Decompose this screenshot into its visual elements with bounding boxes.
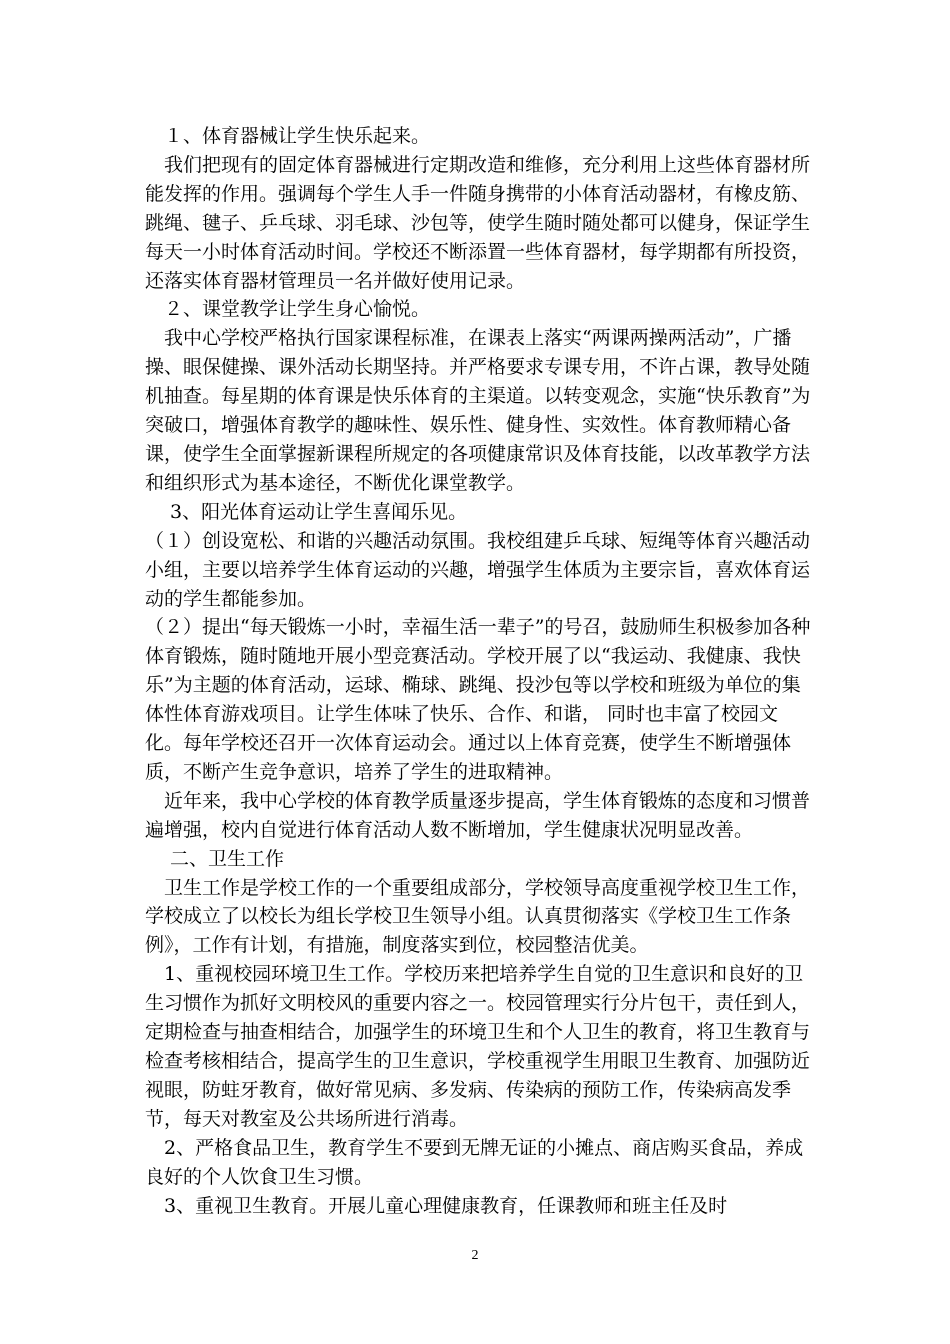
paragraph-sunshine-item-1: （１）创设宽松、和谐的兴趣活动氛围。我校组建乒乓球、短绳等体育兴趣活动小组，主要以培养学生体育运动的兴趣，增强学生体质为主要宗旨，喜欢体育运动的学生都能参加。: [145, 529, 811, 610]
section-heading-hygiene: 二、卫生工作: [145, 847, 285, 870]
paragraph-classroom-heading: ２、课堂教学让学生身心愉悦。: [145, 298, 431, 321]
paragraph-hygiene-intro: 卫生工作是学校工作的一个重要组成部分，学校领导高度重视学校卫生工作，学校成立了以校长为组长学校卫生领导小组。认真贯彻落实《学校卫生工作条例》，工作有计划，有措施，制度落实到位，校园整洁优美。: [145, 876, 811, 957]
paragraph-sunshine-item-2: （２）提出“每天锻炼一小时，幸福生活一辈子”的号召，鼓励师生积极参加各种体育锻炼，随时随地开展小型竞赛活动。学校开展了以“我运动、我健康、我快乐”为主题的体育活动，运球、椭球、跳绳、投沙包等以学校和班级为单位的集体性体育游戏项目。让学生体味了快乐、合作、和谐， 同时也丰富了校园文化。每年学校还召开一次体育运动会。通过以上体育竞赛，使学生不断增强体质，不断产生竞争意识，培养了学生的进取精神。: [145, 616, 811, 783]
paragraph-equipment-body: 我们把现有的固定体育器械进行定期改造和维修，充分利用上这些体育器材所能发挥的作用。强调每个学生人手一件随身携带的小体育活动器材，有橡皮筋、跳绳、毽子、乒乓球、羽毛球、沙包等，使学生随时随处都可以健身，保证学生每天一小时体育活动时间。学校还不断添置一些体育器材，每学期都有所投资，还落实体育器材管理员一名并做好使用记录。: [145, 153, 811, 292]
paragraph-hygiene-item-3: 3、重视卫生教育。开展儿童心理健康教育，任课教师和班主任及时: [145, 1194, 728, 1217]
paragraph-hygiene-item-1: 1、重视校园环境卫生工作。学校历来把培养学生自觉的卫生意识和良好的卫生习惯作为抓好文明校风的重要内容之一。校园管理实行分片包干，责任到人，定期检查与抽查相结合，加强学生的环境卫生和个人卫生的教育，将卫生教育与检查考核相结合，提高学生的卫生意识，学校重视学生用眼卫生教育、加强防近视眼，防蛀牙教育，做好常见病、多发病、传染病的预防工作，传染病高发季节，每天对教室及公共场所进行消毒。: [145, 963, 811, 1130]
paragraph-hygiene-item-2: 2、严格食品卫生，教育学生不要到无牌无证的小摊点、商店购买食品，养成良好的个人饮食卫生习惯。: [145, 1136, 804, 1188]
paragraph-equipment-heading: １、体育器械让学生快乐起来。: [145, 125, 431, 147]
paragraph-sunshine-heading: 3、阳光体育运动让学生喜闻乐见。: [145, 500, 468, 523]
paragraph-classroom-body: 我中心学校严格执行国家课程标准，在课表上落实“两课两操两活动”，广播操、眼保健操、课外活动长期坚持。并严格要求专课专用，不许占课，教导处随机抽查。每星期的体育课是快乐体育的主渠道。以转变观念，实施“快乐教育”为突破口，增强体育教学的趣味性、娱乐性、健身性、实效性。体育教师精心备课，使学生全面掌握新课程所规定的各项健康常识及体育技能，以改革教学方法和组织形式为基本途径，不断优化课堂教学。: [145, 327, 811, 494]
document-body: [145, 122, 813, 1220]
page-number: 2: [471, 1248, 479, 1263]
paragraph-recent-years: 近年来，我中心学校的体育教学质量逐步提高，学生体育锻炼的态度和习惯普遍增强，校内自觉进行体育活动人数不断增加，学生健康状况明显改善。: [145, 789, 811, 841]
